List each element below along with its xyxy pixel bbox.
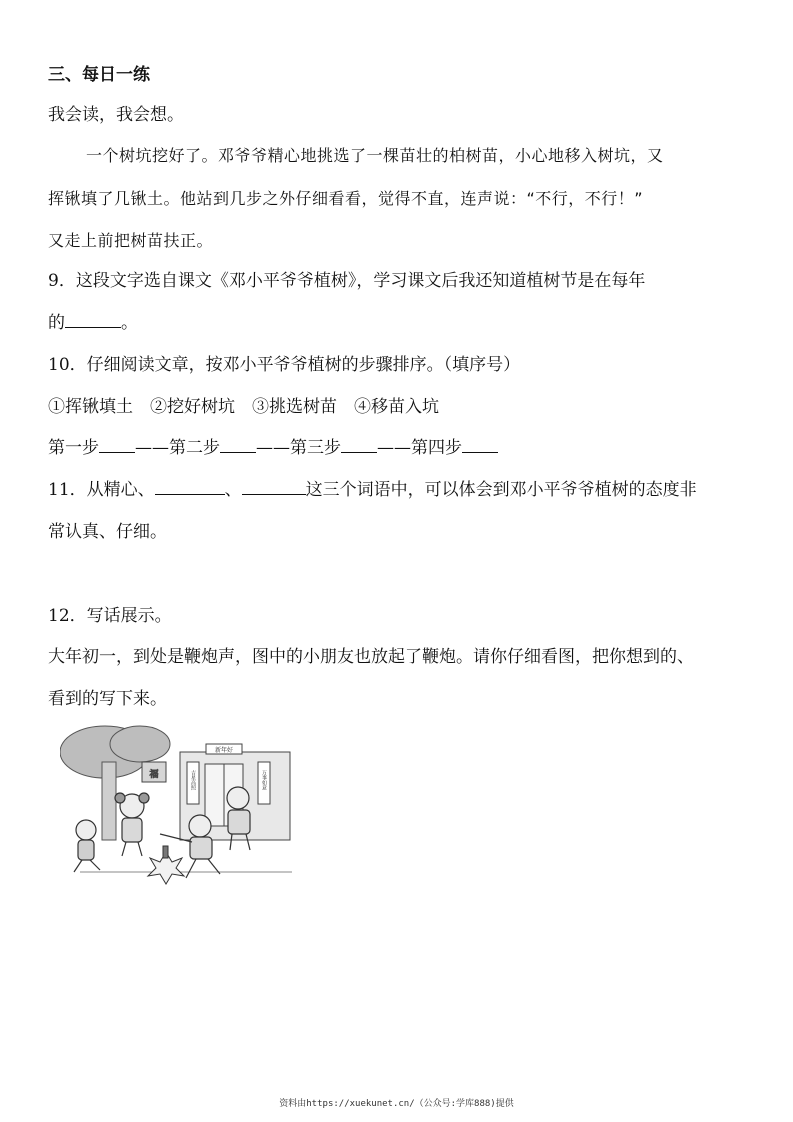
- q11-blank-2[interactable]: [242, 480, 306, 495]
- step-1-label: 第一步: [48, 438, 99, 458]
- child-running-icon: [74, 820, 100, 872]
- firecracker-illustration: [60, 722, 292, 894]
- question-9-line-1: 9．这段文字选自课文《邓小平爷爷植树》，学习课文后我还知道植树节是在每年: [48, 271, 646, 291]
- building-icon: [142, 744, 290, 840]
- question-12-title: 12．写话展示。: [48, 606, 172, 626]
- step-4-blank[interactable]: [462, 438, 498, 453]
- step-dash: ——: [135, 438, 169, 458]
- step-4-label: 第四步: [411, 438, 462, 458]
- boy-watching-icon: [227, 787, 250, 850]
- question-10-options: ①挥锹填土 ②挖好树坑 ③挑选树苗 ④移苗入坑: [48, 397, 439, 417]
- firecracker-burst-icon: [148, 846, 184, 884]
- q9-prefix: 的: [48, 313, 65, 333]
- question-11-line-2: 常认真、仔细。: [48, 522, 167, 542]
- girl-covering-ears-icon: [115, 793, 149, 856]
- step-1-blank[interactable]: [99, 438, 135, 453]
- q11-suffix: 这三个词语中，可以体会到邓小平爷爷植树的态度非: [305, 480, 697, 500]
- question-10-steps: [48, 433, 498, 458]
- passage-line-2: 挥锹填了几锹土。他站到几步之外仔细看看，觉得不直，连声说：“不行，不行！”: [48, 189, 644, 208]
- q9-answer-blank[interactable]: [65, 313, 121, 328]
- q11-prefix: 11．从精心、: [48, 480, 155, 500]
- q9-suffix: 。: [121, 313, 138, 333]
- step-dash: ——: [377, 438, 411, 458]
- couplet-right: 万事如意: [261, 770, 267, 790]
- passage-line-3: 又走上前把树苗扶正。: [48, 231, 214, 250]
- tree-icon: [60, 726, 170, 840]
- question-9-line-2: [48, 308, 138, 333]
- door-fu-char: 福: [149, 770, 159, 780]
- question-12-line-2: 看到的写下来。: [48, 689, 167, 709]
- step-2-label: 第二步: [169, 438, 220, 458]
- intro-text: 我会读，我会想。: [48, 105, 184, 125]
- step-3-label: 第三步: [290, 438, 341, 458]
- step-3-blank[interactable]: [341, 438, 377, 453]
- question-11-line-1: [48, 475, 697, 500]
- question-10-prompt: 10．仔细阅读文章，按邓小平爷爷植树的步骤排序。（填序号）: [48, 355, 521, 375]
- step-dash: ——: [256, 438, 290, 458]
- q11-sep: 、: [224, 480, 242, 500]
- section-title: 三、每日一练: [48, 65, 150, 85]
- q11-blank-1[interactable]: [155, 480, 225, 495]
- passage-line-1: 一个树坑挖好了。邓爷爷精心地挑选了一棵苗壮的柏树苗，小心地移入树坑，又: [86, 146, 664, 165]
- sign-text: 新年好: [214, 747, 234, 754]
- question-12-line-1: 大年初一，到处是鞭炮声，图中的小朋友也放起了鞭炮。请你仔细看图，把你想到的、: [48, 647, 694, 667]
- page-footer: 资料由https://xuekunet.cn/（公众号:学库888)提供: [279, 1099, 514, 1109]
- step-2-blank[interactable]: [220, 438, 256, 453]
- couplet-left: 吉星高照: [190, 770, 196, 790]
